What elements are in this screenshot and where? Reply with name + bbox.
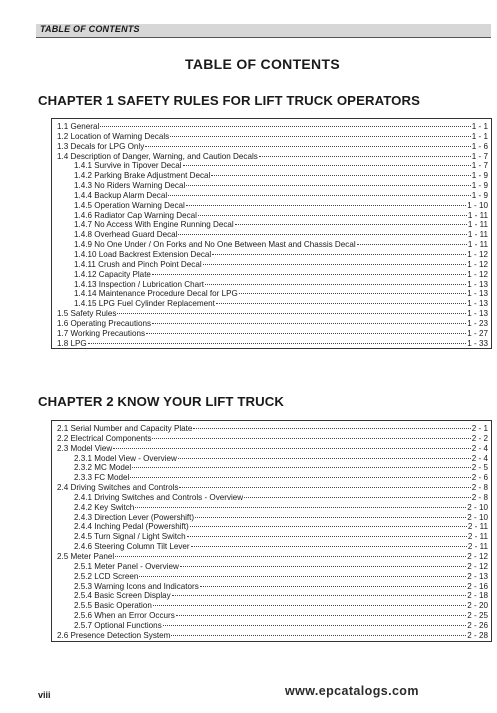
toc-leader-dots [357, 244, 467, 245]
toc-entry-page: 2 - 1 [471, 424, 488, 433]
chapter-1-heading: CHAPTER 1 SAFETY RULES FOR LIFT TRUCK OPERATORS [38, 93, 421, 108]
toc-entry-page: 2 - 4 [471, 443, 488, 453]
toc-leader-dots [183, 165, 471, 166]
toc-entry-page: 1 - 33 [467, 338, 488, 348]
toc-leader-dots [117, 313, 466, 314]
toc-entry[interactable] [57, 299, 488, 309]
toc-entry-label: 2.1 Serial Number and Capacity Plate [57, 424, 193, 433]
toc-leader-dots [191, 546, 467, 547]
toc-entry[interactable] [57, 601, 488, 611]
toc-entry-page: 1 - 13 [467, 289, 488, 299]
toc-entry[interactable] [57, 329, 488, 339]
toc-entry-page: 2 - 25 [467, 611, 488, 621]
toc-entry[interactable] [57, 591, 488, 601]
toc-entry-label: 2.3.2 MC Model [74, 463, 132, 473]
toc-entry[interactable] [57, 473, 488, 483]
toc-entry[interactable] [57, 463, 488, 473]
toc-entry-label: 1.4.7 No Access With Engine Running Decal [74, 220, 234, 230]
toc-leader-dots [179, 487, 470, 488]
toc-leader-dots [163, 625, 467, 626]
toc-entry-page: 1 - 27 [467, 328, 488, 338]
toc-entry-page: 2 - 26 [467, 620, 488, 630]
toc-entry-page: 2 - 28 [467, 630, 488, 640]
toc-entry-page: 2 - 2 [471, 433, 488, 443]
toc-leader-dots [180, 566, 466, 567]
toc-entry-label: 2.5.1 Meter Panel - Overview [74, 561, 179, 571]
toc-entry-label: 2.4.1 Driving Switches and Controls - Overview [74, 492, 244, 502]
toc-leader-dots [88, 343, 467, 344]
toc-entry-label: 2.5.6 When an Error Occurs [74, 611, 175, 621]
toc-entry-label: 2.5.3 Warning Icons and Indicators [74, 581, 199, 591]
toc-leader-dots [186, 205, 466, 206]
toc-entry[interactable] [57, 562, 488, 572]
toc-entry-label: 2.3 Model View [57, 443, 113, 453]
toc-entry-label: 1.7 Working Precautions [57, 328, 146, 338]
toc-entry[interactable] [57, 339, 488, 349]
toc-entry-page: 1 - 11 [467, 230, 488, 240]
toc-entry-label: 2.4.5 Turn Signal / Light Switch [74, 532, 186, 542]
toc-leader-dots [168, 195, 471, 196]
toc-entry-page: 1 - 6 [471, 141, 488, 151]
toc-leader-dots [212, 254, 466, 255]
toc-entry-page: 2 - 4 [471, 453, 488, 463]
toc-entry[interactable] [57, 250, 488, 260]
toc-entry-label: 2.5.2 LCD Screen [74, 571, 139, 581]
toc-entry-page: 1 - 9 [471, 190, 488, 200]
toc-entry[interactable] [57, 532, 488, 542]
toc-entry-page: 1 - 13 [467, 279, 488, 289]
toc-leader-dots [195, 517, 466, 518]
toc-entry-label: 1.4.13 Inspection / Lubrication Chart [74, 279, 205, 289]
toc-entry[interactable] [57, 552, 488, 562]
toc-entry[interactable] [57, 513, 488, 523]
toc-leader-dots [152, 438, 470, 439]
toc-entry-label: 1.2 Location of Warning Decals [57, 131, 170, 141]
toc-entry[interactable] [57, 493, 488, 503]
toc-entry-label: 2.5.5 Basic Operation [74, 601, 152, 611]
toc-entry-label: 2.4.3 Direction Lever (Powershift) [74, 512, 195, 522]
toc-leader-dots [145, 146, 471, 147]
toc-entry-label: 1.5 Safety Rules [57, 309, 117, 319]
toc-entry-page: 2 - 13 [467, 571, 488, 581]
toc-entry[interactable] [57, 319, 488, 329]
toc-leader-dots [139, 576, 466, 577]
toc-entry[interactable] [57, 289, 488, 299]
toc-entry-page: 1 - 11 [467, 220, 488, 230]
toc-entry-page: 2 - 10 [467, 502, 488, 512]
toc-entry-page: 2 - 8 [471, 483, 488, 493]
toc-entry[interactable] [57, 132, 488, 142]
toc-entry[interactable] [57, 582, 488, 592]
toc-entry[interactable] [57, 191, 488, 201]
toc-entry[interactable] [57, 230, 488, 240]
toc-entry-label: 1.4 Description of Danger, Warning, and Caution Decals [57, 151, 258, 161]
toc-entry[interactable] [57, 171, 488, 181]
toc-entry[interactable] [57, 280, 488, 290]
toc-entry-label: 2.2 Electrical Components [57, 433, 152, 443]
toc-entry-label: 2.5.7 Optional Functions [74, 620, 162, 630]
toc-entry-page: 2 - 11 [467, 532, 488, 542]
toc-leader-dots [211, 175, 470, 176]
toc-entry[interactable] [57, 152, 488, 162]
toc-entry-page: 2 - 20 [467, 601, 488, 611]
toc-entry[interactable] [57, 621, 488, 631]
toc-entry-page: 1 - 13 [467, 309, 488, 319]
running-header-title: TABLE OF CONTENTS [40, 24, 140, 34]
toc-leader-dots [170, 136, 471, 137]
toc-entry[interactable] [57, 270, 488, 280]
toc-entry-page: 1 - 7 [471, 161, 488, 171]
toc-entry-page: 1 - 12 [467, 269, 488, 279]
toc-entry[interactable] [57, 161, 488, 171]
toc-leader-dots [205, 284, 466, 285]
toc-entry-page: 2 - 16 [467, 581, 488, 591]
toc-entry-label: 1.6 Operating Precautions [57, 318, 152, 328]
toc-entry-page: 2 - 11 [467, 542, 488, 552]
toc-entry-page: 1 - 9 [471, 171, 488, 181]
toc-leader-dots [187, 536, 467, 537]
toc-entry-label: 2.3.3 FC Model [74, 473, 130, 483]
toc-entry-label: 2.4 Driving Switches and Controls [57, 483, 179, 493]
toc-entry[interactable] [57, 542, 488, 552]
toc-entry-label: 2.5 Meter Panel [57, 551, 115, 561]
toc-entry[interactable] [57, 572, 488, 582]
page-title: TABLE OF CONTENTS [185, 56, 340, 72]
toc-leader-dots [239, 293, 467, 294]
toc-leader-dots [176, 615, 467, 616]
toc-entry-label: 2.6 Presence Detection System [57, 630, 171, 640]
toc-entry-label: 1.4.8 Overhead Guard Decal [74, 230, 178, 240]
toc-entry-label: 1.4.1 Survive in Tipover Decal [74, 161, 182, 171]
toc-entry[interactable] [57, 434, 488, 444]
toc-entry[interactable] [57, 240, 488, 250]
toc-entry-label: 2.4.2 Key Switch [74, 502, 135, 512]
toc-entry[interactable] [57, 522, 488, 532]
toc-leader-dots [100, 126, 471, 127]
toc-entry-page: 2 - 12 [467, 561, 488, 571]
toc-entry[interactable] [57, 611, 488, 621]
toc-entry-label: 2.4.4 Inching Pedal (Powershift) [74, 522, 189, 532]
running-header [36, 24, 491, 38]
toc-entry-page: 1 - 10 [467, 200, 488, 210]
toc-entry[interactable] [57, 631, 488, 641]
toc-entry-label: 1.4.11 Crush and Pinch Point Decal [74, 259, 202, 269]
chapter-2-heading: CHAPTER 2 KNOW YOUR LIFT TRUCK [38, 394, 284, 409]
toc-entry-page: 2 - 11 [467, 522, 488, 532]
toc-leader-dots [203, 264, 467, 265]
toc-entry-label: 1.4.2 Parking Brake Adjustment Decal [74, 171, 211, 181]
toc-leader-dots [259, 156, 471, 157]
toc-leader-dots [132, 467, 471, 468]
toc-entry-label: 1.4.14 Maintenance Procedure Decal for LPG [74, 289, 238, 299]
toc-leader-dots [171, 635, 466, 636]
toc-entry-label: 1.4.5 Operation Warning Decal [74, 200, 185, 210]
toc-entry-label: 1.4.4 Backup Alarm Decal [74, 190, 168, 200]
page-number: viii [38, 690, 51, 700]
toc-entry-page: 1 - 12 [467, 249, 488, 259]
toc-entry-label: 1.4.15 LPG Fuel Cylinder Replacement [74, 299, 215, 309]
toc-entry-label: 1.8 LPG [57, 338, 87, 348]
toc-leader-dots [152, 323, 466, 324]
toc-entry[interactable] [57, 260, 488, 270]
toc-entry[interactable] [57, 220, 488, 230]
toc-leader-dots [153, 605, 466, 606]
toc-entry-label: 1.4.10 Load Backrest Extension Decal [74, 249, 212, 259]
toc-leader-dots [135, 507, 466, 508]
toc-entry-page: 2 - 12 [467, 551, 488, 561]
toc-leader-dots [130, 477, 470, 478]
toc-leader-dots [172, 595, 467, 596]
toc-entry[interactable] [57, 181, 488, 191]
toc-leader-dots [115, 556, 466, 557]
toc-entry-page: 1 - 13 [467, 299, 488, 309]
toc-entry-page: 1 - 11 [467, 210, 488, 220]
toc-leader-dots [193, 428, 470, 429]
toc-entry-label: 1.4.3 No Riders Warning Decal [74, 181, 186, 191]
toc-entry[interactable] [57, 211, 488, 221]
toc-entry-page: 1 - 23 [467, 318, 488, 328]
chapter-2-toc [51, 420, 492, 642]
toc-leader-dots [216, 303, 466, 304]
toc-leader-dots [146, 333, 466, 334]
toc-entry[interactable] [57, 454, 488, 464]
toc-entry[interactable] [57, 503, 488, 513]
toc-entry-label: 1.1 General [57, 122, 100, 131]
toc-entry-page: 2 - 6 [471, 473, 488, 483]
toc-leader-dots [178, 458, 471, 459]
toc-leader-dots [235, 224, 467, 225]
toc-entry-page: 1 - 1 [471, 131, 488, 141]
toc-entry[interactable] [57, 122, 488, 132]
toc-entry[interactable] [57, 483, 488, 493]
toc-leader-dots [113, 448, 471, 449]
toc-entry[interactable] [57, 201, 488, 211]
toc-entry-label: 1.4.12 Capacity Plate [74, 269, 151, 279]
toc-entry[interactable] [57, 444, 488, 454]
toc-leader-dots [200, 586, 467, 587]
toc-entry[interactable] [57, 142, 488, 152]
toc-entry[interactable] [57, 309, 488, 319]
chapter-1-toc [51, 118, 492, 349]
toc-entry-page: 1 - 7 [471, 151, 488, 161]
toc-entry-page: 2 - 5 [471, 463, 488, 473]
toc-leader-dots [186, 185, 471, 186]
toc-leader-dots [190, 526, 467, 527]
toc-entry-label: 1.3 Decals for LPG Only [57, 141, 145, 151]
toc-leader-dots [178, 234, 466, 235]
toc-entry-page: 2 - 10 [467, 512, 488, 522]
toc-entry-page: 1 - 1 [471, 122, 488, 131]
toc-entry-label: 1.4.9 No One Under / On Forks and No One Between Mast and Chassis Decal [74, 240, 356, 250]
toc-entry-page: 1 - 9 [471, 181, 488, 191]
toc-entry-page: 2 - 8 [471, 492, 488, 502]
toc-entry-page: 1 - 11 [467, 240, 488, 250]
toc-entry-page: 2 - 18 [467, 591, 488, 601]
toc-leader-dots [152, 274, 466, 275]
toc-leader-dots [244, 497, 471, 498]
toc-entry-label: 1.4.6 Radiator Cap Warning Decal [74, 210, 197, 220]
toc-entry-label: 2.3.1 Model View - Overview [74, 453, 177, 463]
watermark: www.epcatalogs.com [285, 684, 419, 698]
toc-entry-page: 1 - 12 [467, 259, 488, 269]
toc-entry-label: 2.5.4 Basic Screen Display [74, 591, 171, 601]
toc-entry[interactable] [57, 424, 488, 434]
toc-leader-dots [198, 215, 467, 216]
toc-entry-label: 2.4.6 Steering Column Tilt Lever [74, 542, 190, 552]
